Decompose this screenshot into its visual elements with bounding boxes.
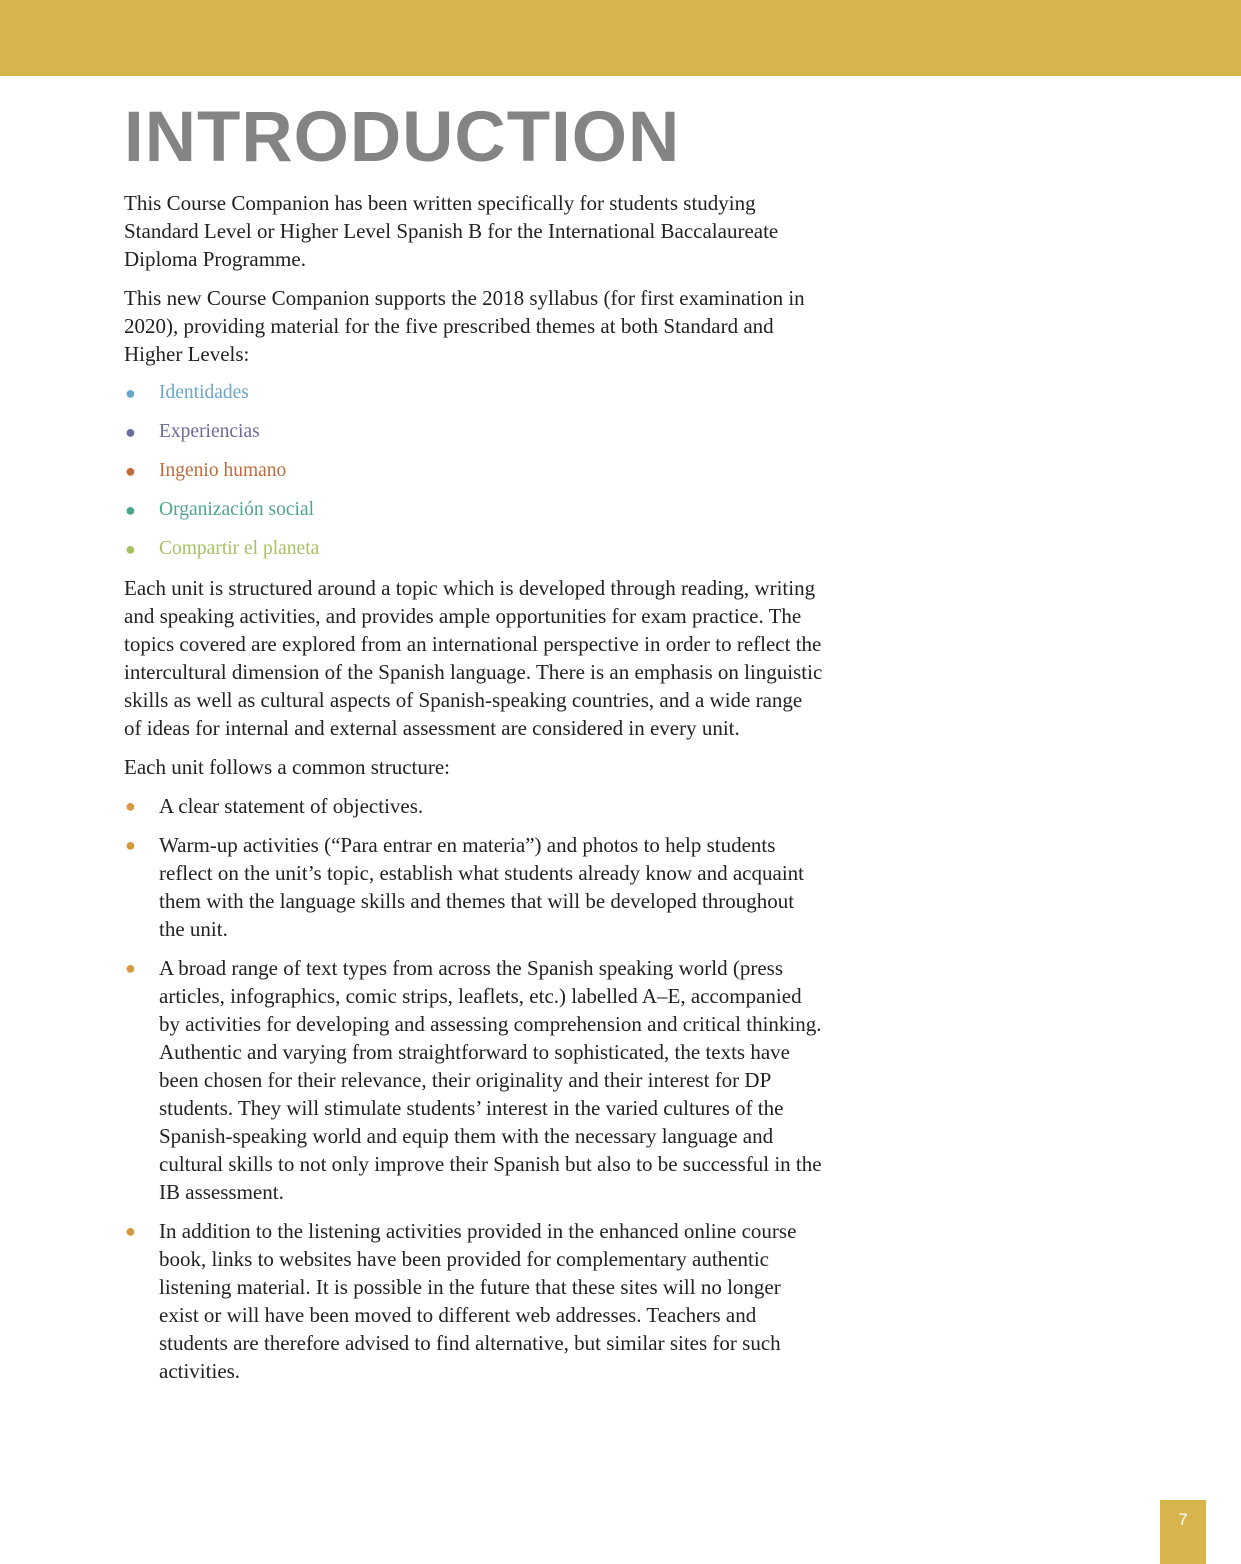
theme-label: Organización social bbox=[159, 499, 315, 520]
bullet-icon: ● bbox=[125, 835, 136, 855]
structure-item bbox=[124, 831, 824, 943]
theme-label: Experiencias bbox=[159, 421, 260, 442]
header-band bbox=[0, 0, 1241, 76]
theme-item-identidades bbox=[124, 379, 824, 407]
bullet-icon: ● bbox=[125, 796, 136, 816]
intro-paragraph-2: This new Course Companion supports the 2018 syllabus (for first examination in 2020), providing material for the five prescribed themes at both Standard and Higher Levels: bbox=[124, 286, 805, 366]
structure-item-text: Warm-up activities (“Para entrar en materia”) and photos to help students reflect on the unit’s topic, establish what students already know and acquaint them with the language skills and themes that will be developed throughout the unit. bbox=[159, 833, 804, 941]
structure-list bbox=[124, 792, 824, 1385]
structure-item bbox=[124, 792, 824, 820]
theme-item-ingenio-humano bbox=[124, 457, 824, 485]
structure-item bbox=[124, 1217, 824, 1385]
page-number-badge bbox=[1160, 1500, 1206, 1564]
theme-item-organizacion-social bbox=[124, 496, 824, 524]
intro-paragraph-1: This Course Companion has been written specifically for students studying Standard Level or Higher Level Spanish B for the International Baccalaureate Diploma Programme. bbox=[124, 191, 779, 271]
bullet-icon: ● bbox=[125, 500, 136, 520]
structure-item bbox=[124, 954, 824, 1206]
theme-label: Ingenio humano bbox=[159, 460, 287, 481]
themes-list bbox=[124, 379, 824, 563]
page-number: 7 bbox=[1178, 1510, 1188, 1529]
page-content bbox=[124, 96, 824, 1396]
structure-item-text: A clear statement of objectives. bbox=[159, 794, 424, 818]
bullet-icon: ● bbox=[125, 461, 136, 481]
theme-item-compartir-el-planeta bbox=[124, 535, 824, 563]
intro-paragraph-3: Each unit is structured around a topic which is developed through reading, writing and speaking activities, and provides ample opportunities for exam practice. The topics covered are explored from an international perspective in order to reflect the intercultural dimension of the Spanish language. There is an emphasis on linguistic skills as well as cultural aspects of Spanish-speaking countries, and a wide range of ideas for internal and external assessment are considered in every unit. bbox=[124, 576, 823, 740]
theme-label: Compartir el planeta bbox=[159, 538, 320, 559]
bullet-icon: ● bbox=[125, 958, 136, 978]
bullet-icon: ● bbox=[125, 1221, 136, 1241]
theme-item-experiencias bbox=[124, 418, 824, 446]
intro-paragraph-4: Each unit follows a common structure: bbox=[124, 755, 451, 779]
bullet-icon: ● bbox=[125, 422, 136, 442]
structure-item-text: A broad range of text types from across the Spanish speaking world (press articles, infographics, comic strips, leaflets, etc.) labelled A–E, accompanied by activities for developing and assessing comprehension and critical thinking. Authentic and varying from straightforward to sophisticated, the texts have been chosen for their relevance, their originality and their interest for DP students. They will stimulate students’ interest in the varied cultures of the Spanish-speaking world and equip them with the necessary language and cultural skills to not only improve their Spanish but also to be successful in the IB assessment. bbox=[159, 956, 822, 1204]
structure-item-text: In addition to the listening activities provided in the enhanced online course book, links to websites have been provided for complementary authentic listening material. It is possible in the future that these sites will no longer exist or will have been moved to different web addresses. Teachers and students are therefore advised to find alternative, but similar sites for such activities. bbox=[159, 1219, 797, 1383]
page-title: INTRODUCTION bbox=[124, 98, 681, 177]
bullet-icon: ● bbox=[125, 539, 136, 559]
theme-label: Identidades bbox=[159, 382, 249, 403]
bullet-icon: ● bbox=[125, 383, 136, 403]
